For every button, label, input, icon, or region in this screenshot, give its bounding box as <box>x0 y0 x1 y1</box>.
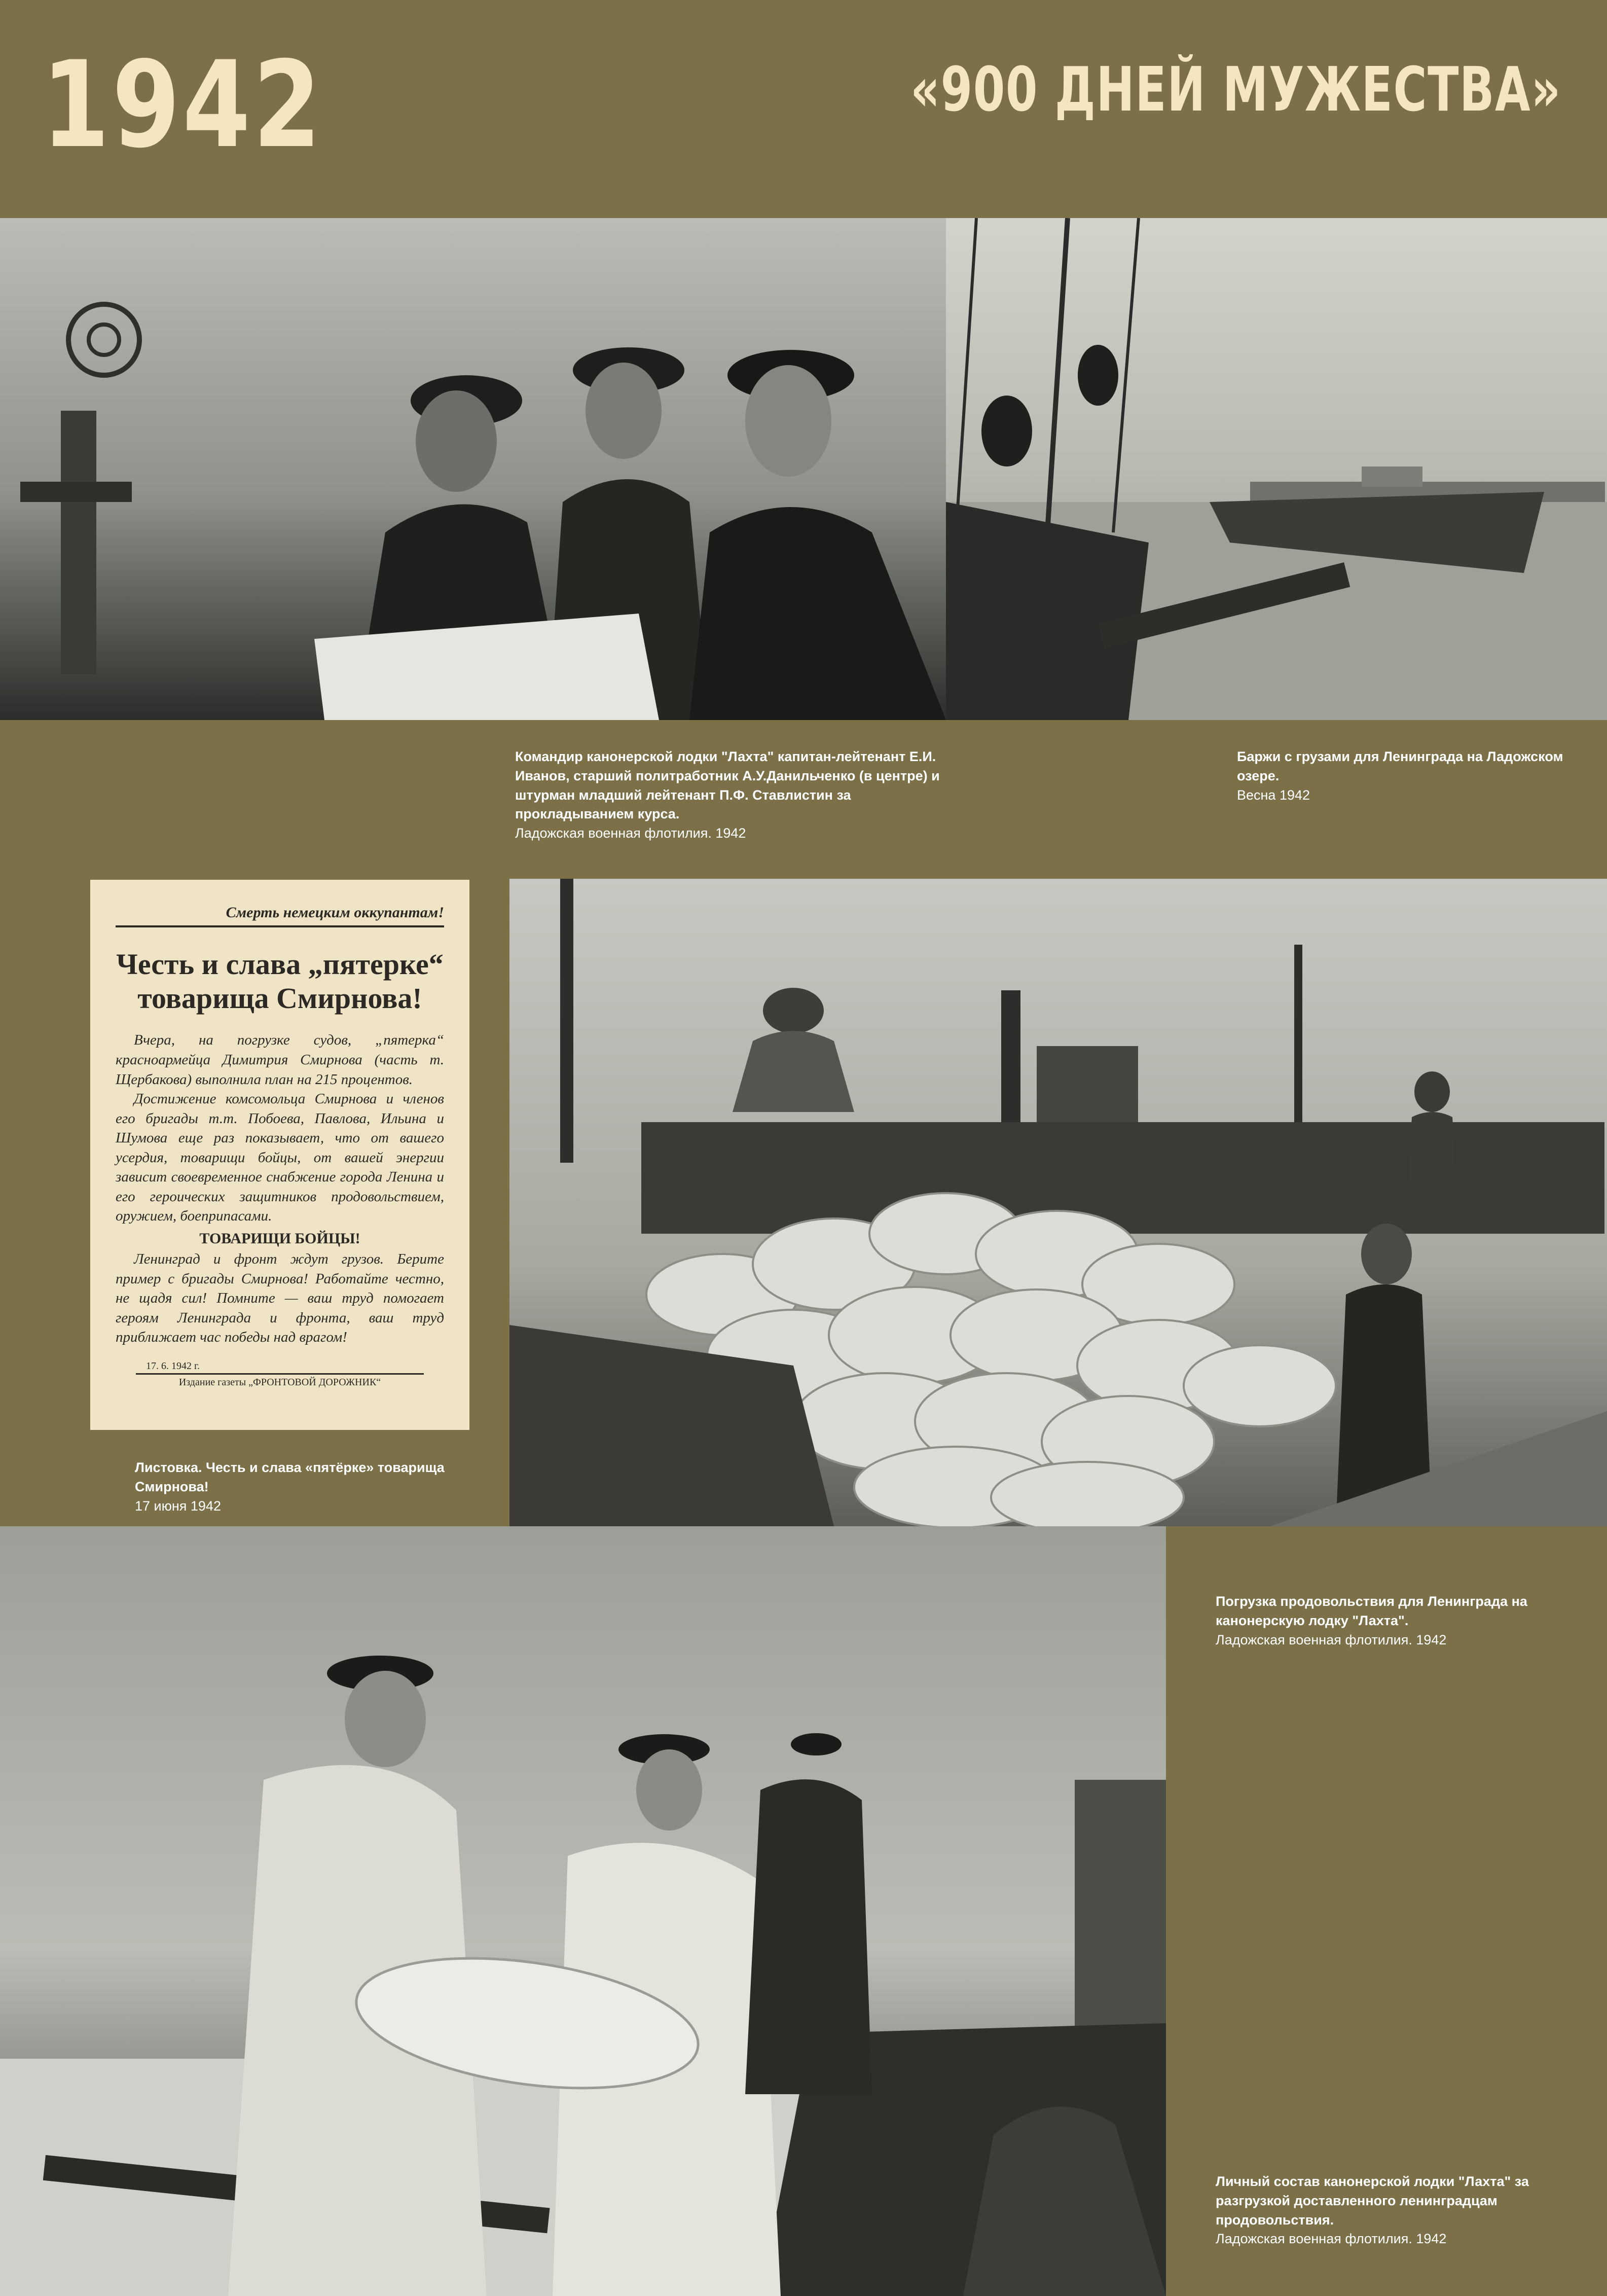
leaflet-call: ТОВАРИЩИ БОЙЦЫ! <box>199 1230 360 1247</box>
caption-unloading-title: Личный состав канонерской лодки "Лахта" за разгрузкой доставленного ленинградцам продовольствия. <box>1216 2174 1529 2228</box>
leaflet-publisher: Издание газеты „ФРОНТОВОЙ ДОРОЖНИК“ <box>136 1373 424 1388</box>
leaflet-headline-line-1: Честь и слава „пятерке“ <box>116 948 444 981</box>
leaflet <box>90 880 469 1430</box>
caption-leaflet <box>135 1458 500 1516</box>
photo-loading-image <box>509 879 1607 1526</box>
year-title: 1942 <box>42 36 324 174</box>
caption-officers <box>515 747 961 843</box>
caption-unloading-source: Ладожская военная флотилия. 1942 <box>1216 2231 1447 2247</box>
leaflet-slogan: Смерть немецким оккупантам! <box>116 904 444 927</box>
caption-officers-source: Ладожская военная флотилия. 1942 <box>515 826 746 841</box>
caption-unloading <box>1216 2172 1586 2249</box>
exhibit-title: «900 ДНЕЙ МУЖЕСТВА» <box>910 55 1561 125</box>
caption-loading <box>1216 1592 1586 1649</box>
caption-loading-title: Погрузка продовольствия для Ленинграда на канонерскую лодку "Лахта". <box>1216 1594 1527 1628</box>
leaflet-paragraph-2: Достижение комсомольца Смирнова и членов его бригады т.т. Побоева, Павлова, Ильина и Шумова еще раз показывает, что от вашего усердия, товарищи бойцы, от вашей энергии зависит своевременное снабжение города Ленина и его героических защитников продовольствием, оружием, боеприпасами. <box>116 1091 444 1225</box>
photo-officers <box>0 218 946 720</box>
caption-barges-source: Весна 1942 <box>1237 787 1310 803</box>
photo-officers-image <box>0 218 946 720</box>
leaflet-headline <box>116 948 444 1015</box>
photo-unloading <box>0 1526 1166 2296</box>
caption-officers-title: Командир канонерской лодки "Лахта" капитан-лейтенант Е.И. Иванов, старший политработник А.У.Данильченко (в центре) и штурман младший лейтенант П.Ф. Ставлистин за прокладыванием курса. <box>515 749 940 822</box>
photo-unloading-image <box>0 1526 1166 2296</box>
caption-barges <box>1237 747 1582 805</box>
leaflet-headline-line-2: товарища Смирнова! <box>137 981 422 1015</box>
caption-loading-source: Ладожская военная флотилия. 1942 <box>1216 1632 1447 1647</box>
leaflet-date: 17. 6. 1942 г. <box>146 1360 200 1372</box>
leaflet-paragraph-3: Ленинград и фронт ждут грузов. Берите пример с бригады Смирнова! Работайте честно, не щадя сил! Помните — ваш труд помогает героям Ленинграда и фронта, ваш труд приближает час победы над врагом! <box>116 1251 444 1346</box>
photo-barges-image <box>946 218 1607 720</box>
leaflet-paragraph-1: Вчера, на погрузке судов, „пятерка“ красноармейца Димитрия Смирнова (часть т. Щербакова) выполнила план на 215 процентов. <box>116 1032 444 1088</box>
caption-leaflet-source: 17 июня 1942 <box>135 1498 221 1514</box>
caption-barges-title: Баржи с грузами для Ленинграда на Ладожском озере. <box>1237 749 1563 783</box>
caption-leaflet-title: Листовка. Честь и слава «пятёрке» товарища Смирнова! <box>135 1460 445 1494</box>
photo-barges <box>946 218 1607 720</box>
photo-loading <box>509 879 1607 1526</box>
